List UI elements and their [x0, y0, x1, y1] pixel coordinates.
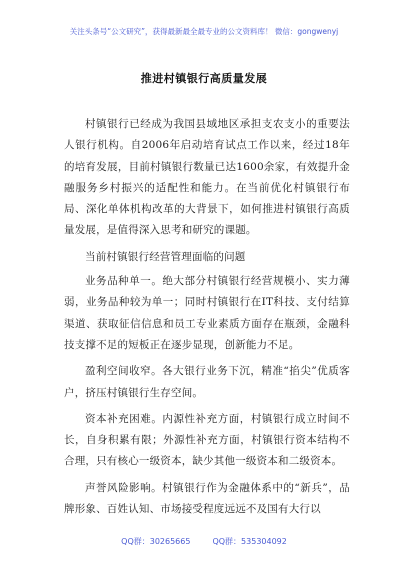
- paragraph-profit-space: 盈利空间收窄。各大银行业务下沉，精准“掐尖”优质客户，挤压村镇银行生存空间。: [64, 365, 350, 399]
- document-title: 推进村镇银行高质量发展: [140, 72, 268, 85]
- paragraph-intro: 村镇银行已经成为我国县域地区承担支农支小的重要法人银行机构。自2006年启动培育试点工作以来，经过18年的培育发展，目前村镇银行数量已达1600余家，有效提升金融服务乡村振兴的适配性和能力。在当前优化村镇银行布局、深化单体机构改革的大背景下，如何推进村镇银行高质量发展，是值得深入思考和研究的课题。: [64, 118, 350, 237]
- top-banner: 关注头条号“公文研究”，获得最新最全最专业的公文资料库！ 微信：gongwenyj: [69, 27, 339, 36]
- paragraph-business-types: 业务品种单一。绝大部分村镇银行经营规模小、实力薄弱，业务品种较为单一；同时村镇银行在IT科技、支付结算渠道、获取征信信息和员工专业素质方面存在瓶颈，金融科技支撑不足的短板正在逐步显现，创新能力不足。: [64, 275, 350, 351]
- paragraph-reputation: 声誉风险影响。村镇银行作为金融体系中的“新兵”，品牌形象、百姓认知、市场接受程度远远不及国有大行以: [64, 481, 350, 516]
- document-body: [64, 114, 350, 525]
- section-heading: 当前村镇银行经营管理面临的问题: [85, 250, 246, 263]
- footer-qq-group-1: QQ群：30265665: [121, 537, 191, 546]
- footer-contact: [0, 536, 408, 547]
- paragraph-capital: 资本补充困难。内源性补充方面，村镇银行成立时间不长，自身积累有限；外源性补充方面，村镇银行资本结构不合理，只有核心一级资本，缺少其他一级资本和二级资本。: [64, 412, 350, 468]
- footer-qq-group-2: QQ群：535304092: [212, 537, 287, 546]
